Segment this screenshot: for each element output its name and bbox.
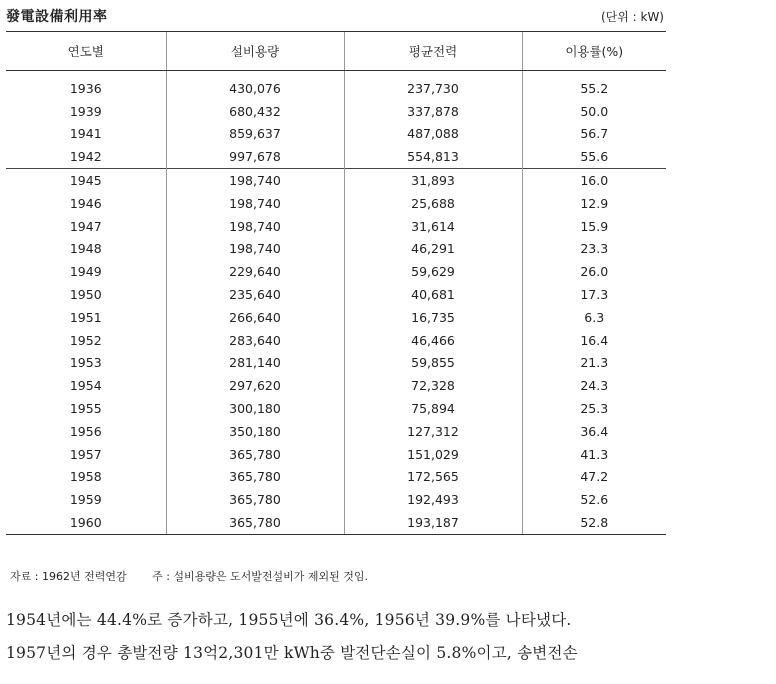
cell-year: 1947	[69, 218, 102, 234]
cell-capacity: 430,076	[166, 71, 344, 100]
cell-utilization: 6.3	[522, 306, 666, 329]
cell-avg-power: 16,735	[344, 306, 522, 329]
cell-utilization: 52.6	[522, 488, 666, 511]
table-row	[6, 443, 666, 466]
cell-avg-power: 192,493	[344, 488, 522, 511]
cell-avg-power: 31,893	[344, 169, 522, 192]
utilization-table	[6, 31, 666, 535]
header-row	[6, 32, 666, 71]
table-row	[6, 169, 666, 192]
cell-year: 1951	[69, 309, 102, 325]
cell-capacity: 266,640	[166, 306, 344, 329]
header-avg-power: 평균전력	[344, 32, 522, 71]
header-utilization: 이용률(%)	[522, 32, 666, 71]
cell-utilization: 55.6	[522, 145, 666, 168]
cell-capacity: 198,740	[166, 238, 344, 261]
cell-year: 1956	[69, 423, 102, 439]
cell-avg-power: 59,855	[344, 352, 522, 375]
body-paragraph	[6, 604, 766, 670]
cell-capacity: 365,780	[166, 466, 344, 489]
cell-avg-power: 237,730	[344, 71, 522, 100]
cell-capacity: 680,432	[166, 100, 344, 123]
cell-utilization: 15.9	[522, 215, 666, 238]
cell-avg-power: 554,813	[344, 145, 522, 168]
cell-utilization: 16.0	[522, 169, 666, 192]
cell-year: 1942	[69, 149, 102, 165]
cell-avg-power: 337,878	[344, 100, 522, 123]
cell-utilization: 50.0	[522, 100, 666, 123]
cell-capacity: 365,780	[166, 443, 344, 466]
cell-utilization: 23.3	[522, 238, 666, 261]
body-line-2: 1957년의 경우 총발전량 13억2,301만 kWh중 발전단손실이 5.8%이고, 송변전손	[6, 644, 578, 662]
cell-year: 1948	[69, 241, 102, 257]
cell-avg-power: 75,894	[344, 397, 522, 420]
cell-year: 1953	[69, 355, 102, 371]
cell-year: 1936	[69, 80, 102, 96]
cell-capacity: 297,620	[166, 374, 344, 397]
cell-avg-power: 193,187	[344, 511, 522, 534]
table-row	[6, 123, 666, 146]
source-label: 자료 : 1962년 전력연감	[10, 570, 127, 583]
table-title: 發電設備利用率	[6, 9, 108, 25]
cell-avg-power: 25,688	[344, 192, 522, 215]
cell-capacity: 229,640	[166, 260, 344, 283]
table-row	[6, 352, 666, 375]
source-note	[10, 568, 390, 584]
cell-year: 1941	[69, 126, 102, 142]
cell-capacity: 365,780	[166, 511, 344, 534]
cell-year: 1954	[69, 378, 102, 394]
cell-year: 1945	[6, 169, 166, 192]
cell-avg-power: 72,328	[344, 374, 522, 397]
table-row	[6, 238, 666, 261]
table-row	[6, 397, 666, 420]
cell-capacity: 997,678	[166, 145, 344, 168]
body-line-1: 1954년에는 44.4%로 증가하고, 1955년에 36.4%, 1956년 39.9%를 나타냈다.	[6, 611, 572, 629]
cell-capacity: 235,640	[166, 283, 344, 306]
header-year: 연도별	[6, 32, 166, 71]
table-row	[6, 511, 666, 534]
cell-utilization: 26.0	[522, 260, 666, 283]
table-row	[6, 260, 666, 283]
cell-capacity: 198,740	[166, 215, 344, 238]
cell-year: 1960	[6, 511, 166, 534]
cell-year: 1957	[69, 446, 102, 462]
table-row	[6, 145, 666, 168]
cell-avg-power: 172,565	[344, 466, 522, 489]
table-row	[6, 488, 666, 511]
cell-year: 1958	[69, 469, 102, 485]
cell-utilization: 17.3	[522, 283, 666, 306]
cell-avg-power: 151,029	[344, 443, 522, 466]
table-row	[6, 374, 666, 397]
cell-avg-power: 487,088	[344, 123, 522, 146]
cell-utilization: 25.3	[522, 397, 666, 420]
cell-year: 1955	[69, 401, 102, 417]
cell-avg-power: 46,291	[344, 238, 522, 261]
cell-year: 1939	[69, 103, 102, 119]
table-row	[6, 329, 666, 352]
cell-avg-power: 59,629	[344, 260, 522, 283]
cell-utilization: 36.4	[522, 420, 666, 443]
table-row	[6, 192, 666, 215]
cell-capacity: 365,780	[166, 488, 344, 511]
cell-year: 1959	[69, 492, 102, 508]
table-row	[6, 306, 666, 329]
cell-utilization: 55.2	[522, 71, 666, 100]
cell-utilization: 56.7	[522, 123, 666, 146]
table-row	[6, 466, 666, 489]
cell-capacity: 859,637	[166, 123, 344, 146]
cell-utilization: 24.3	[522, 374, 666, 397]
cell-utilization: 52.8	[522, 511, 666, 534]
cell-capacity: 198,740	[166, 169, 344, 192]
table-row	[6, 420, 666, 443]
header-capacity: 설비용량	[166, 32, 344, 71]
cell-utilization: 41.3	[522, 443, 666, 466]
cell-avg-power: 40,681	[344, 283, 522, 306]
table-row	[6, 71, 666, 100]
cell-capacity: 350,180	[166, 420, 344, 443]
table-row	[6, 100, 666, 123]
cell-year: 1946	[69, 195, 102, 211]
cell-utilization: 16.4	[522, 329, 666, 352]
cell-avg-power: 46,466	[344, 329, 522, 352]
cell-year: 1949	[69, 264, 102, 280]
cell-capacity: 198,740	[166, 192, 344, 215]
table-row	[6, 283, 666, 306]
cell-capacity: 281,140	[166, 352, 344, 375]
cell-capacity: 300,180	[166, 397, 344, 420]
footnote: 주 : 설비용량은 도서발전설비가 제외된 것임.	[152, 570, 369, 583]
cell-year: 1952	[69, 332, 102, 348]
cell-utilization: 47.2	[522, 466, 666, 489]
cell-utilization: 21.3	[522, 352, 666, 375]
table-row	[6, 215, 666, 238]
cell-year: 1950	[69, 287, 102, 303]
cell-avg-power: 31,614	[344, 215, 522, 238]
unit-label: (단위 : kW)	[600, 10, 664, 24]
cell-avg-power: 127,312	[344, 420, 522, 443]
cell-capacity: 283,640	[166, 329, 344, 352]
cell-utilization: 12.9	[522, 192, 666, 215]
